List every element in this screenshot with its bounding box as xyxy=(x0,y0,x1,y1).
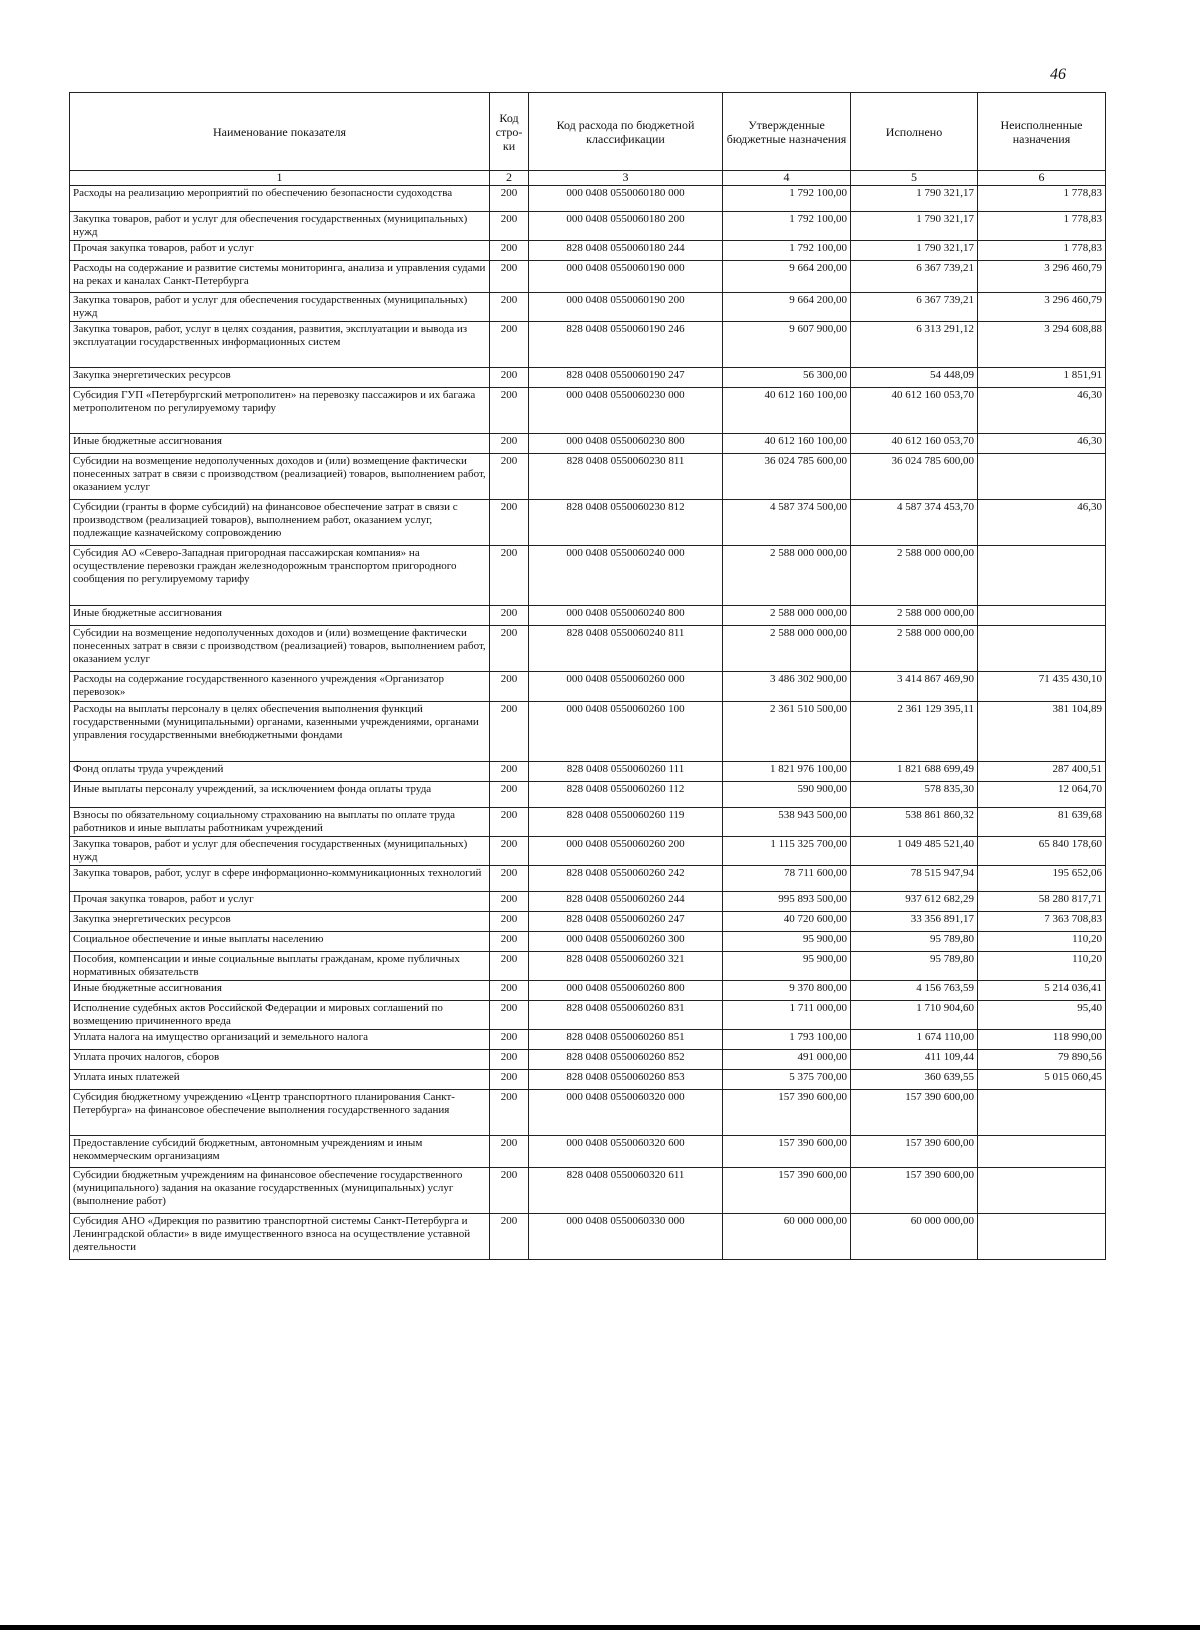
row-budget-code: 828 0408 0550060260 112 xyxy=(529,782,723,808)
row-line-code: 200 xyxy=(490,606,529,626)
row-approved: 95 900,00 xyxy=(723,932,851,952)
row-line-code: 200 xyxy=(490,892,529,912)
table-row xyxy=(70,1168,1106,1214)
row-unexecuted xyxy=(978,546,1106,606)
row-budget-code: 000 0408 0550060320 000 xyxy=(529,1090,723,1136)
table-row xyxy=(70,434,1106,454)
row-unexecuted xyxy=(978,1168,1106,1214)
row-unexecuted: 3 296 460,79 xyxy=(978,293,1106,322)
row-unexecuted: 12 064,70 xyxy=(978,782,1106,808)
row-budget-code: 828 0408 0550060180 244 xyxy=(529,241,723,261)
table-row xyxy=(70,892,1106,912)
row-executed: 157 390 600,00 xyxy=(851,1090,978,1136)
row-budget-code: 828 0408 0550060260 851 xyxy=(529,1030,723,1050)
row-unexecuted: 3 294 608,88 xyxy=(978,322,1106,368)
table-row xyxy=(70,672,1106,702)
row-line-code: 200 xyxy=(490,782,529,808)
row-budget-code: 000 0408 0550060260 000 xyxy=(529,672,723,702)
header-budget-classification-code: Код расхода по бюджетной классификации xyxy=(529,93,723,171)
table-row xyxy=(70,388,1106,434)
row-unexecuted xyxy=(978,606,1106,626)
table-row xyxy=(70,762,1106,782)
row-line-code: 200 xyxy=(490,626,529,672)
row-executed: 411 109,44 xyxy=(851,1050,978,1070)
row-executed: 578 835,30 xyxy=(851,782,978,808)
table-row xyxy=(70,912,1106,932)
row-name: Расходы на выплаты персоналу в целях обеспечения выполнения функций государственными (муниципальными) органами, казенными учреждениями, органами управления государственными внебюджетными фондами xyxy=(70,702,490,762)
row-executed: 1 710 904,60 xyxy=(851,1001,978,1030)
header-unexecuted-assignments: Неисполненные назначения xyxy=(978,93,1106,171)
row-budget-code: 000 0408 0550060330 000 xyxy=(529,1214,723,1260)
row-approved: 157 390 600,00 xyxy=(723,1136,851,1168)
row-name: Закупка товаров, работ и услуг для обеспечения государственных (муниципальных) нужд xyxy=(70,837,490,866)
column-number: 1 xyxy=(70,171,490,186)
row-unexecuted xyxy=(978,454,1106,500)
row-approved: 60 000 000,00 xyxy=(723,1214,851,1260)
row-name: Расходы на содержание и развитие системы мониторинга, анализа и управления судами на реках и каналах Санкт-Петербурга xyxy=(70,261,490,293)
row-unexecuted: 1 778,83 xyxy=(978,241,1106,261)
row-unexecuted: 287 400,51 xyxy=(978,762,1106,782)
row-line-code: 200 xyxy=(490,1070,529,1090)
row-name: Прочая закупка товаров, работ и услуг xyxy=(70,892,490,912)
row-line-code: 200 xyxy=(490,186,529,212)
row-executed: 2 588 000 000,00 xyxy=(851,546,978,606)
row-unexecuted xyxy=(978,1214,1106,1260)
row-unexecuted: 381 104,89 xyxy=(978,702,1106,762)
table-row xyxy=(70,1070,1106,1090)
table-row xyxy=(70,1030,1106,1050)
row-approved: 2 588 000 000,00 xyxy=(723,606,851,626)
row-executed: 1 790 321,17 xyxy=(851,186,978,212)
row-executed: 1 674 110,00 xyxy=(851,1030,978,1050)
table-row xyxy=(70,212,1106,241)
row-executed: 95 789,80 xyxy=(851,952,978,981)
row-line-code: 200 xyxy=(490,212,529,241)
row-budget-code: 828 0408 0550060260 111 xyxy=(529,762,723,782)
scan-edge-line xyxy=(0,1625,1200,1630)
row-name: Субсидия бюджетному учреждению «Центр транспортного планирования Санкт-Петербурга» на финансовое обеспечение выполнения государственного задания xyxy=(70,1090,490,1136)
row-unexecuted: 5 015 060,45 xyxy=(978,1070,1106,1090)
row-budget-code: 000 0408 0550060260 800 xyxy=(529,981,723,1001)
row-unexecuted: 95,40 xyxy=(978,1001,1106,1030)
row-line-code: 200 xyxy=(490,1050,529,1070)
table-row xyxy=(70,241,1106,261)
table-row xyxy=(70,1214,1106,1260)
row-budget-code: 000 0408 0550060180 000 xyxy=(529,186,723,212)
row-approved: 2 588 000 000,00 xyxy=(723,626,851,672)
row-executed: 3 414 867 469,90 xyxy=(851,672,978,702)
row-budget-code: 828 0408 0550060240 811 xyxy=(529,626,723,672)
row-executed: 2 588 000 000,00 xyxy=(851,626,978,672)
row-budget-code: 828 0408 0550060260 119 xyxy=(529,808,723,837)
row-approved: 3 486 302 900,00 xyxy=(723,672,851,702)
row-executed: 33 356 891,17 xyxy=(851,912,978,932)
table-row xyxy=(70,261,1106,293)
row-budget-code: 000 0408 0550060260 100 xyxy=(529,702,723,762)
row-line-code: 200 xyxy=(490,1030,529,1050)
row-budget-code: 000 0408 0550060190 000 xyxy=(529,261,723,293)
row-name: Прочая закупка товаров, работ и услуг xyxy=(70,241,490,261)
row-executed: 40 612 160 053,70 xyxy=(851,388,978,434)
row-executed: 40 612 160 053,70 xyxy=(851,434,978,454)
row-line-code: 200 xyxy=(490,1136,529,1168)
row-budget-code: 000 0408 0550060260 300 xyxy=(529,932,723,952)
row-name: Уплата налога на имущество организаций и земельного налога xyxy=(70,1030,490,1050)
row-approved: 40 612 160 100,00 xyxy=(723,388,851,434)
row-unexecuted xyxy=(978,626,1106,672)
row-approved: 1 711 000,00 xyxy=(723,1001,851,1030)
table-body xyxy=(70,186,1106,1260)
table-row xyxy=(70,1050,1106,1070)
row-line-code: 200 xyxy=(490,434,529,454)
row-executed: 538 861 860,32 xyxy=(851,808,978,837)
row-approved: 40 612 160 100,00 xyxy=(723,434,851,454)
row-unexecuted xyxy=(978,1090,1106,1136)
row-budget-code: 828 0408 0550060260 244 xyxy=(529,892,723,912)
header-line-code: Код стро-ки xyxy=(490,93,529,171)
row-line-code: 200 xyxy=(490,546,529,606)
column-number: 3 xyxy=(529,171,723,186)
row-approved: 590 900,00 xyxy=(723,782,851,808)
row-budget-code: 828 0408 0550060260 852 xyxy=(529,1050,723,1070)
table-row xyxy=(70,546,1106,606)
row-budget-code: 828 0408 0550060260 321 xyxy=(529,952,723,981)
row-name: Пособия, компенсации и иные социальные выплаты гражданам, кроме публичных нормативных обязательств xyxy=(70,952,490,981)
row-line-code: 200 xyxy=(490,241,529,261)
row-budget-code: 828 0408 0550060190 246 xyxy=(529,322,723,368)
row-line-code: 200 xyxy=(490,912,529,932)
row-approved: 1 793 100,00 xyxy=(723,1030,851,1050)
table-row xyxy=(70,782,1106,808)
row-line-code: 200 xyxy=(490,261,529,293)
row-executed: 1 821 688 699,49 xyxy=(851,762,978,782)
column-number: 2 xyxy=(490,171,529,186)
row-name: Исполнение судебных актов Российской Федерации и мировых соглашений по возмещению причиненного вреда xyxy=(70,1001,490,1030)
row-executed: 4 156 763,59 xyxy=(851,981,978,1001)
header-indicator-name: Наименование показателя xyxy=(70,93,490,171)
row-approved: 9 370 800,00 xyxy=(723,981,851,1001)
table-row xyxy=(70,186,1106,212)
row-executed: 6 367 739,21 xyxy=(851,261,978,293)
row-executed: 6 313 291,12 xyxy=(851,322,978,368)
row-line-code: 200 xyxy=(490,981,529,1001)
row-name: Уплата иных платежей xyxy=(70,1070,490,1090)
row-executed: 157 390 600,00 xyxy=(851,1168,978,1214)
row-line-code: 200 xyxy=(490,322,529,368)
row-budget-code: 000 0408 0550060320 600 xyxy=(529,1136,723,1168)
table-row xyxy=(70,952,1106,981)
row-budget-code: 000 0408 0550060240 000 xyxy=(529,546,723,606)
table-row xyxy=(70,866,1106,892)
row-approved: 995 893 500,00 xyxy=(723,892,851,912)
column-number-row xyxy=(70,171,1106,186)
table-row xyxy=(70,981,1106,1001)
row-budget-code: 828 0408 0550060230 811 xyxy=(529,454,723,500)
row-name: Иные бюджетные ассигнования xyxy=(70,981,490,1001)
row-unexecuted: 118 990,00 xyxy=(978,1030,1106,1050)
column-number: 5 xyxy=(851,171,978,186)
row-executed: 1 790 321,17 xyxy=(851,212,978,241)
row-executed: 95 789,80 xyxy=(851,932,978,952)
row-approved: 2 361 510 500,00 xyxy=(723,702,851,762)
row-line-code: 200 xyxy=(490,500,529,546)
row-approved: 157 390 600,00 xyxy=(723,1168,851,1214)
row-name: Субсидии на возмещение недополученных доходов и (или) возмещение фактически понесенных затрат в связи с производством (реализацией) товаров, выполнением работ, оказанием услуг xyxy=(70,454,490,500)
row-name: Закупка товаров, работ и услуг для обеспечения государственных (муниципальных) нужд xyxy=(70,212,490,241)
row-approved: 40 720 600,00 xyxy=(723,912,851,932)
table-row xyxy=(70,702,1106,762)
row-executed: 937 612 682,29 xyxy=(851,892,978,912)
header-executed: Исполнено xyxy=(851,93,978,171)
row-approved: 2 588 000 000,00 xyxy=(723,546,851,606)
row-unexecuted: 5 214 036,41 xyxy=(978,981,1106,1001)
row-line-code: 200 xyxy=(490,1214,529,1260)
row-unexecuted: 110,20 xyxy=(978,952,1106,981)
row-approved: 4 587 374 500,00 xyxy=(723,500,851,546)
row-unexecuted xyxy=(978,1136,1106,1168)
row-line-code: 200 xyxy=(490,762,529,782)
row-budget-code: 000 0408 0550060260 200 xyxy=(529,837,723,866)
row-unexecuted: 1 778,83 xyxy=(978,186,1106,212)
row-budget-code: 828 0408 0550060320 611 xyxy=(529,1168,723,1214)
row-name: Субсидия ГУП «Петербургский метрополитен» на перевозку пассажиров и их багажа метрополитеном по регулируемому тарифу xyxy=(70,388,490,434)
row-line-code: 200 xyxy=(490,388,529,434)
row-name: Расходы на реализацию мероприятий по обеспечению безопасности судоходства xyxy=(70,186,490,212)
table-row xyxy=(70,626,1106,672)
row-executed: 36 024 785 600,00 xyxy=(851,454,978,500)
row-name: Расходы на содержание государственного казенного учреждения «Организатор перевозок» xyxy=(70,672,490,702)
row-budget-code: 000 0408 0550060230 000 xyxy=(529,388,723,434)
row-budget-code: 828 0408 0550060260 831 xyxy=(529,1001,723,1030)
table-row xyxy=(70,932,1106,952)
row-line-code: 200 xyxy=(490,932,529,952)
row-unexecuted: 3 296 460,79 xyxy=(978,261,1106,293)
row-approved: 95 900,00 xyxy=(723,952,851,981)
row-name: Закупка энергетических ресурсов xyxy=(70,368,490,388)
row-name: Закупка товаров, работ и услуг для обеспечения государственных (муниципальных) нужд xyxy=(70,293,490,322)
row-budget-code: 828 0408 0550060190 247 xyxy=(529,368,723,388)
row-approved: 1 792 100,00 xyxy=(723,186,851,212)
row-executed: 6 367 739,21 xyxy=(851,293,978,322)
row-name: Предоставление субсидий бюджетным, автономным учреждениям и иным некоммерческим организациям xyxy=(70,1136,490,1168)
row-line-code: 200 xyxy=(490,702,529,762)
row-name: Иные бюджетные ассигнования xyxy=(70,606,490,626)
row-unexecuted: 65 840 178,60 xyxy=(978,837,1106,866)
row-line-code: 200 xyxy=(490,837,529,866)
row-unexecuted: 195 652,06 xyxy=(978,866,1106,892)
row-budget-code: 828 0408 0550060230 812 xyxy=(529,500,723,546)
table-row xyxy=(70,500,1106,546)
row-unexecuted: 1 778,83 xyxy=(978,212,1106,241)
row-unexecuted: 110,20 xyxy=(978,932,1106,952)
table-row xyxy=(70,1136,1106,1168)
row-line-code: 200 xyxy=(490,454,529,500)
row-budget-code: 000 0408 0550060240 800 xyxy=(529,606,723,626)
row-line-code: 200 xyxy=(490,672,529,702)
row-budget-code: 828 0408 0550060260 242 xyxy=(529,866,723,892)
row-approved: 9 607 900,00 xyxy=(723,322,851,368)
row-approved: 157 390 600,00 xyxy=(723,1090,851,1136)
row-executed: 4 587 374 453,70 xyxy=(851,500,978,546)
column-number: 6 xyxy=(978,171,1106,186)
row-name: Социальное обеспечение и иные выплаты населению xyxy=(70,932,490,952)
header-approved-assignments: Утвержденные бюджетные назначения xyxy=(723,93,851,171)
row-budget-code: 000 0408 0550060190 200 xyxy=(529,293,723,322)
row-executed: 360 639,55 xyxy=(851,1070,978,1090)
row-approved: 5 375 700,00 xyxy=(723,1070,851,1090)
row-approved: 491 000,00 xyxy=(723,1050,851,1070)
row-name: Субсидия АО «Северо-Западная пригородная пассажирская компания» на осуществление перевозки граждан железнодорожным транспортом пригородного сообщения по регулируемому тарифу xyxy=(70,546,490,606)
row-line-code: 200 xyxy=(490,952,529,981)
row-name: Субсидии (гранты в форме субсидий) на финансовое обеспечение затрат в связи с производством (реализацией товаров), выполнением работ, оказанием услуг, подлежащие казначейскому сопровождению xyxy=(70,500,490,546)
row-unexecuted: 81 639,68 xyxy=(978,808,1106,837)
row-unexecuted: 46,30 xyxy=(978,388,1106,434)
row-unexecuted: 58 280 817,71 xyxy=(978,892,1106,912)
row-approved: 1 792 100,00 xyxy=(723,241,851,261)
table-row xyxy=(70,293,1106,322)
row-budget-code: 000 0408 0550060180 200 xyxy=(529,212,723,241)
row-approved: 9 664 200,00 xyxy=(723,261,851,293)
row-executed: 2 361 129 395,11 xyxy=(851,702,978,762)
row-unexecuted: 46,30 xyxy=(978,500,1106,546)
row-unexecuted: 79 890,56 xyxy=(978,1050,1106,1070)
row-executed: 1 049 485 521,40 xyxy=(851,837,978,866)
table-row xyxy=(70,322,1106,368)
row-name: Закупка товаров, работ, услуг в целях создания, развития, эксплуатации и вывода из эксплуатации государственных информационных систем xyxy=(70,322,490,368)
row-name: Фонд оплаты труда учреждений xyxy=(70,762,490,782)
column-number: 4 xyxy=(723,171,851,186)
row-approved: 1 821 976 100,00 xyxy=(723,762,851,782)
row-approved: 78 711 600,00 xyxy=(723,866,851,892)
row-approved: 9 664 200,00 xyxy=(723,293,851,322)
row-unexecuted: 7 363 708,83 xyxy=(978,912,1106,932)
row-line-code: 200 xyxy=(490,808,529,837)
budget-execution-table xyxy=(69,92,1106,1260)
table-row xyxy=(70,1001,1106,1030)
row-name: Уплата прочих налогов, сборов xyxy=(70,1050,490,1070)
row-unexecuted: 71 435 430,10 xyxy=(978,672,1106,702)
row-name: Субсидия АНО «Дирекция по развитию транспортной системы Санкт-Петербурга и Ленинградской области» в виде имущественного взноса на осуществление уставной деятельности xyxy=(70,1214,490,1260)
row-name: Иные бюджетные ассигнования xyxy=(70,434,490,454)
row-line-code: 200 xyxy=(490,866,529,892)
row-line-code: 200 xyxy=(490,1090,529,1136)
row-approved: 36 024 785 600,00 xyxy=(723,454,851,500)
row-approved: 56 300,00 xyxy=(723,368,851,388)
row-name: Субсидии на возмещение недополученных доходов и (или) возмещение фактически понесенных затрат в связи с производством (реализацией) товаров, выполнением работ, оказанием услуг xyxy=(70,626,490,672)
table-row xyxy=(70,837,1106,866)
row-line-code: 200 xyxy=(490,368,529,388)
row-budget-code: 000 0408 0550060230 800 xyxy=(529,434,723,454)
row-approved: 1 115 325 700,00 xyxy=(723,837,851,866)
row-approved: 538 943 500,00 xyxy=(723,808,851,837)
page-number: 46 xyxy=(1050,66,1066,83)
row-executed: 1 790 321,17 xyxy=(851,241,978,261)
row-unexecuted: 1 851,91 xyxy=(978,368,1106,388)
row-name: Закупка энергетических ресурсов xyxy=(70,912,490,932)
table-row xyxy=(70,368,1106,388)
row-approved: 1 792 100,00 xyxy=(723,212,851,241)
row-line-code: 200 xyxy=(490,1001,529,1030)
table-row xyxy=(70,808,1106,837)
row-executed: 78 515 947,94 xyxy=(851,866,978,892)
row-unexecuted: 46,30 xyxy=(978,434,1106,454)
row-executed: 60 000 000,00 xyxy=(851,1214,978,1260)
row-line-code: 200 xyxy=(490,293,529,322)
row-executed: 54 448,09 xyxy=(851,368,978,388)
row-name: Субсидии бюджетным учреждениям на финансовое обеспечение государственного (муниципального) задания на оказание государственных (муниципальных) услуг (выполнение работ) xyxy=(70,1168,490,1214)
table-row xyxy=(70,1090,1106,1136)
row-name: Закупка товаров, работ, услуг в сфере информационно-коммуникационных технологий xyxy=(70,866,490,892)
row-name: Взносы по обязательному социальному страхованию на выплаты по оплате труда работников и иные выплаты работникам учреждений xyxy=(70,808,490,837)
row-name: Иные выплаты персоналу учреждений, за исключением фонда оплаты труда xyxy=(70,782,490,808)
row-executed: 2 588 000 000,00 xyxy=(851,606,978,626)
row-budget-code: 828 0408 0550060260 247 xyxy=(529,912,723,932)
table-row xyxy=(70,454,1106,500)
table-header-row xyxy=(70,93,1106,171)
row-executed: 157 390 600,00 xyxy=(851,1136,978,1168)
table-row xyxy=(70,606,1106,626)
row-budget-code: 828 0408 0550060260 853 xyxy=(529,1070,723,1090)
row-line-code: 200 xyxy=(490,1168,529,1214)
